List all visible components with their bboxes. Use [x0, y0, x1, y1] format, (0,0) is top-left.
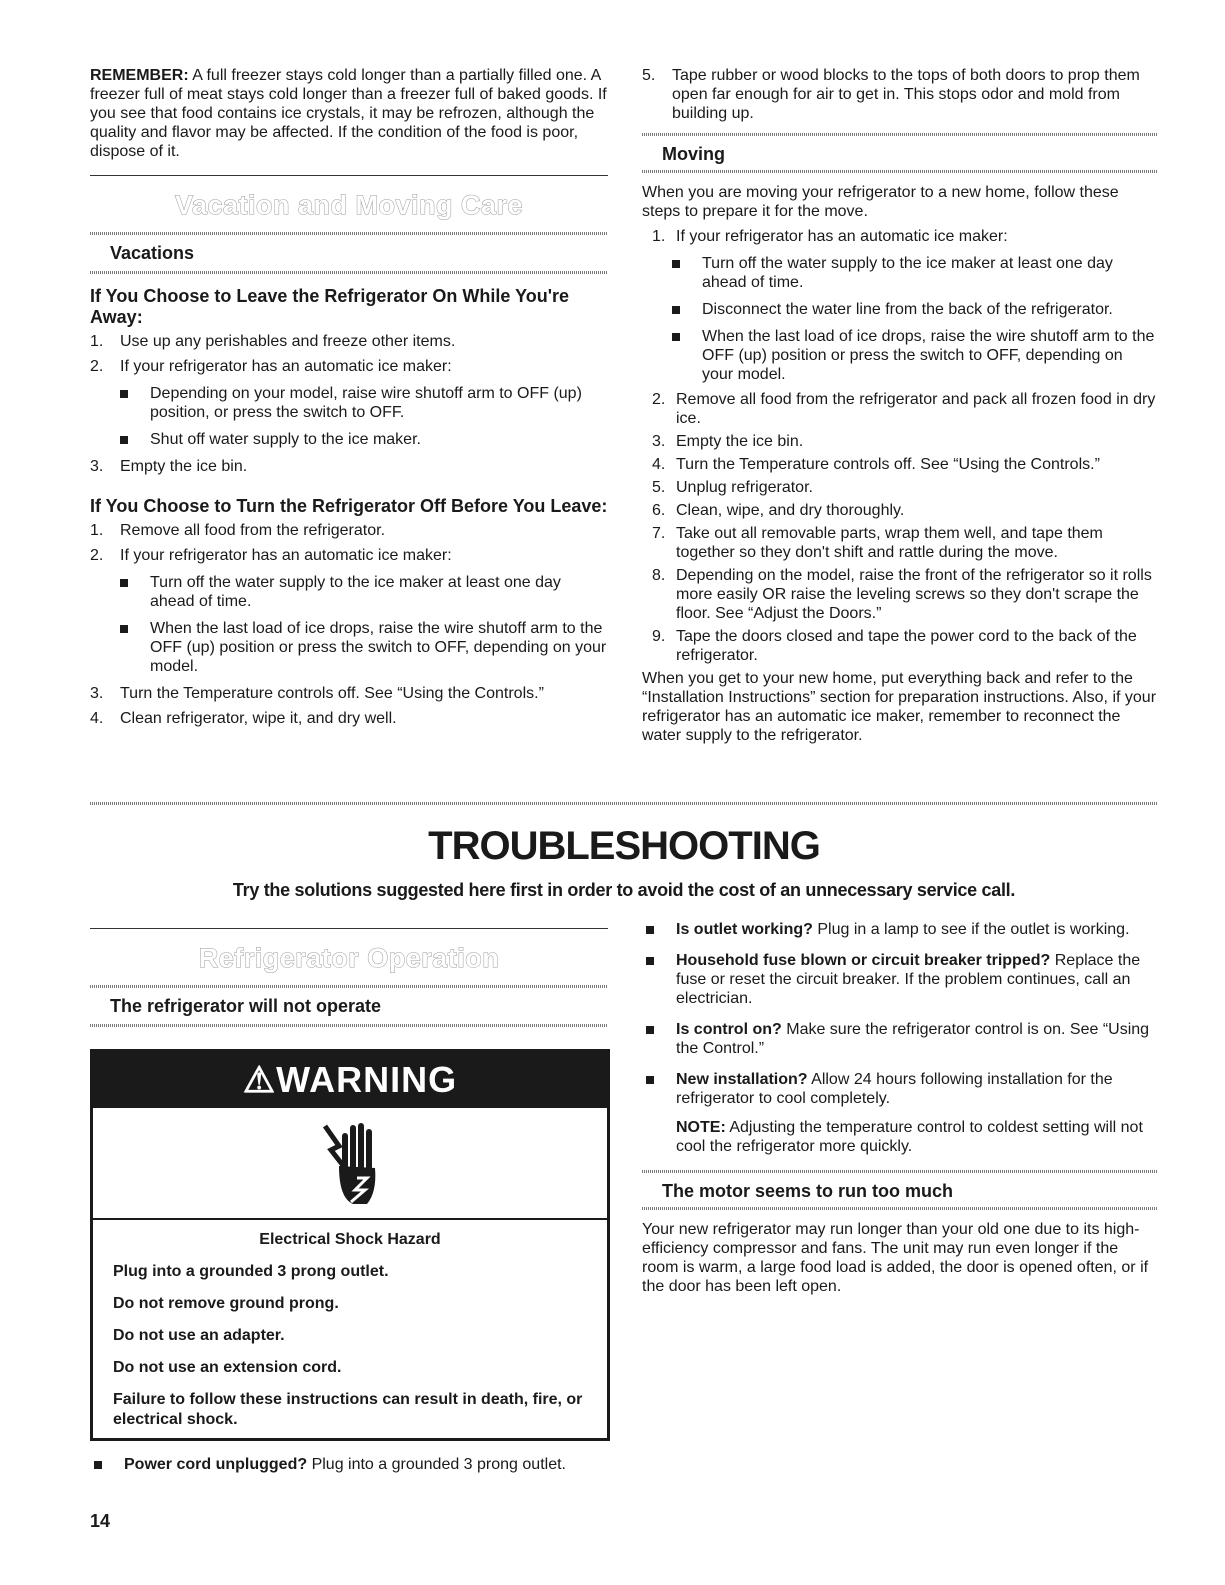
- troubleshooting-title: TROUBLESHOOTING: [428, 824, 820, 868]
- bullet-item: Disconnect the water line from the back of the refrigerator.: [672, 300, 1158, 319]
- divider: [90, 802, 1158, 805]
- moving-intro: When you are moving your refrigerator to a new home, follow these steps to prepare it for the move.: [642, 184, 1119, 220]
- divider: [90, 1024, 608, 1027]
- list-item: 2. Remove all food from the refrigerator and pack all frozen food in dry ice.: [652, 391, 1156, 427]
- remember-paragraph: [90, 66, 608, 161]
- on-heading: If You Choose to Leave the Refrigerator On While You're Away:: [90, 286, 570, 327]
- right-top-column: [642, 66, 1158, 745]
- bullet-item: Is control on? Make sure the refrigerator control is on. See “Using the Control.”: [646, 1020, 1158, 1058]
- left-top-column: [90, 66, 608, 728]
- warning-line: Do not use an extension cord.: [113, 1359, 342, 1376]
- moving-outro: When you get to your new home, put everything back and refer to the “Installation Instructions” section for preparation instructions. Also, if your refrigerator has an automatic ice maker, remember to reconnect the water supply to the refrigerator.: [642, 670, 1157, 744]
- bullet-item: Turn off the water supply to the ice maker at least one day ahead of time.: [672, 254, 1158, 292]
- not-operate-heading: The refrigerator will not operate: [110, 996, 382, 1016]
- hazard-title: Electrical Shock Hazard: [259, 1231, 441, 1248]
- warning-line: Plug into a grounded 3 prong outlet.: [113, 1263, 389, 1280]
- list-item: 6. Clean, wipe, and dry thoroughly.: [652, 502, 905, 519]
- list-item: 3. Turn the Temperature controls off. See “Using the Controls.”: [90, 685, 544, 702]
- troubleshooting-subtitle: Try the solutions suggested here first in order to avoid the cost of an unnecessary service call.: [232, 880, 1016, 900]
- bullet-item: Is outlet working? Plug in a lamp to see if the outlet is working.: [646, 920, 1158, 939]
- list-item: 3. Empty the ice bin.: [90, 458, 248, 475]
- warning-line: Failure to follow these instructions can result in death, fire, or electrical shock.: [113, 1391, 583, 1428]
- bullet-icon: [646, 1076, 654, 1084]
- bullet-item: When the last load of ice drops, raise the wire shutoff arm to the OFF (up) position or press the switch to OFF, depending on your model.: [672, 327, 1158, 384]
- list-item: 1. Use up any perishables and freeze other items.: [90, 333, 456, 350]
- bullet-icon: [672, 260, 680, 268]
- section-title-operation: Refrigerator Operation: [198, 943, 500, 973]
- divider: [642, 133, 1158, 136]
- bullet-icon: [120, 390, 128, 398]
- motor-heading: The motor seems to run too much: [662, 1181, 954, 1201]
- divider: [90, 985, 608, 988]
- warning-line: Do not use an adapter.: [113, 1327, 285, 1344]
- bullet-icon: [646, 1026, 654, 1034]
- list-item: 2. If your refrigerator has an automatic ice maker:: [90, 358, 452, 375]
- off-heading: If You Choose to Turn the Refrigerator Off Before You Leave:: [90, 496, 608, 516]
- list-item: 9. Tape the doors closed and tape the power cord to the back of the refrigerator.: [652, 628, 1137, 664]
- list-item: 1. If your refrigerator has an automatic ice maker:: [652, 228, 1008, 245]
- bullet-icon: [120, 625, 128, 633]
- right-bottom-column: [642, 920, 1158, 1296]
- list-item: 3. Empty the ice bin.: [652, 433, 804, 450]
- list-item: 5. Unplug refrigerator.: [652, 479, 813, 496]
- list-item: 1. Remove all food from the refrigerator.: [90, 522, 386, 539]
- bullet-item: Depending on your model, raise wire shutoff arm to OFF (up) position, or press the switch to OFF.: [120, 384, 608, 422]
- divider: [90, 271, 608, 274]
- moving-heading: Moving: [662, 144, 725, 164]
- bullet-item: Turn off the water supply to the ice maker at least one day ahead of time.: [120, 573, 608, 611]
- list-item: 2. If your refrigerator has an automatic ice maker:: [90, 547, 452, 564]
- note-paragraph: NOTE: Adjusting the temperature control to coldest setting will not cool the refrigerator more quickly.: [676, 1119, 1143, 1155]
- bullet-icon: [646, 926, 654, 934]
- bullet-icon: [672, 333, 680, 341]
- bullet-item: Household fuse blown or circuit breaker tripped? Replace the fuse or reset the circuit breaker. If the problem continues, call an electrician.: [646, 951, 1158, 1008]
- vacations-heading: Vacations: [110, 243, 195, 263]
- warning-line: Do not remove ground prong.: [113, 1295, 339, 1312]
- warning-text: [93, 1220, 607, 1438]
- divider: [642, 1207, 1158, 1210]
- bullet-item: Shut off water supply to the ice maker.: [120, 430, 608, 449]
- warning-box: [90, 1049, 610, 1441]
- remember-text: A full freezer stays cold longer than a partially filled one. A freezer full of meat stays cold longer than a freezer full of baked goods. If you see that food contains ice crystals, it may be refrozen, although the quality and flavor may be affected. If the condition of the food is poor, dispose of it.: [90, 67, 607, 160]
- divider: [90, 232, 608, 235]
- divider: [90, 928, 608, 929]
- list-item: 4. Turn the Temperature controls off. See “Using the Controls.”: [652, 456, 1100, 473]
- electric-shock-hand-icon: [93, 1108, 607, 1220]
- bullet-item: New installation? Allow 24 hours following installation for the refrigerator to cool completely.: [646, 1070, 1158, 1108]
- bullet-item: Power cord unplugged? Plug into a grounded 3 prong outlet.: [94, 1455, 608, 1474]
- warning-title: ⚠WARNING: [93, 1052, 607, 1108]
- list-item: 4. Clean refrigerator, wipe it, and dry well.: [90, 710, 397, 727]
- left-bottom-column: [90, 928, 608, 1474]
- list-item: 5. Tape rubber or wood blocks to the tops of both doors to prop them open far enough for air to get in. This stops odor and mold from building up.: [642, 67, 1140, 122]
- remember-label: REMEMBER:: [90, 67, 189, 84]
- divider: [642, 1170, 1158, 1173]
- bullet-icon: [646, 957, 654, 965]
- list-item: 8. Depending on the model, raise the front of the refrigerator so it rolls more easily OR raise the leveling screws so they don't scrape the floor. See “Adjust the Doors.”: [652, 567, 1152, 622]
- motor-text: Your new refrigerator may run longer than your old one due to its high-efficiency compressor and fans. The unit may run even longer if the room is warm, a large food load is added, the door is opened often, or if the door has been left open.: [642, 1221, 1149, 1295]
- page-number: 14: [90, 1511, 111, 1531]
- bullet-icon: [120, 436, 128, 444]
- bullet-item: When the last load of ice drops, raise the wire shutoff arm to the OFF (up) position or press the switch to OFF, depending on your model.: [120, 619, 608, 676]
- bullet-icon: [94, 1461, 102, 1469]
- divider: [642, 170, 1158, 173]
- bullet-icon: [672, 306, 680, 314]
- divider: [90, 175, 608, 176]
- list-item: 7. Take out all removable parts, wrap them well, and tape them together so they don't shift and rattle during the move.: [652, 525, 1103, 561]
- section-title-vacation: Vacation and Moving Care: [174, 190, 524, 220]
- bullet-icon: [120, 579, 128, 587]
